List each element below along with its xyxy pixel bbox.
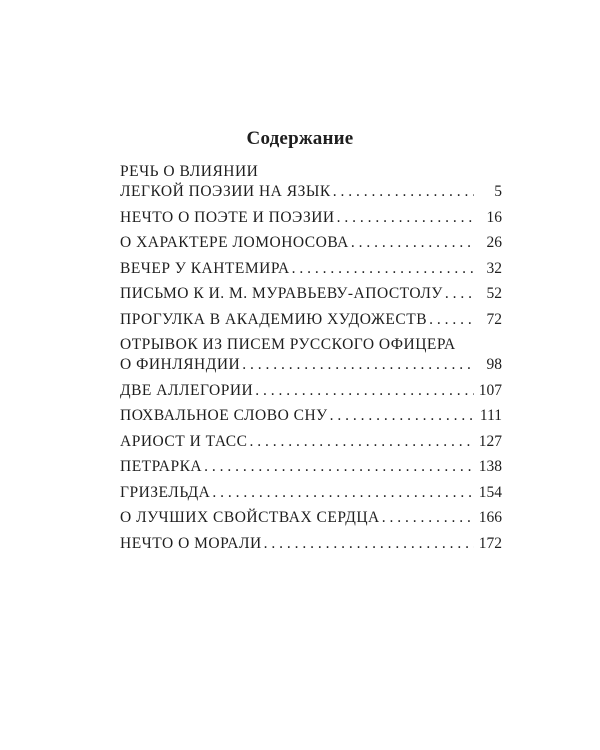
toc-entry-row xyxy=(120,208,502,228)
dot-leader xyxy=(382,508,474,528)
toc-entry-row xyxy=(120,182,502,202)
toc-entry-title-line: О ХАРАКТЕРЕ ЛОМОНОСОВА xyxy=(120,234,349,251)
toc-entry-row xyxy=(120,508,502,528)
toc-entry-title-line: О ФИНЛЯНДИИ xyxy=(120,356,241,373)
dot-leader xyxy=(445,284,474,304)
toc-entry-row xyxy=(120,355,502,375)
toc-entry-title-line: ПИСЬМО К И. М. МУРАВЬЕВУ-АПОСТОЛУ xyxy=(120,285,443,302)
dot-leader xyxy=(337,208,474,228)
toc-entry-row xyxy=(120,310,502,330)
toc-entry xyxy=(120,534,502,554)
toc-entry xyxy=(120,432,502,452)
dot-leader xyxy=(330,406,474,426)
dot-leader xyxy=(204,457,474,477)
toc-entry-title-line: ПОХВАЛЬНОЕ СЛОВО СНУ xyxy=(120,407,328,424)
toc-entry xyxy=(120,335,502,375)
toc-entry-row xyxy=(120,381,502,401)
toc-entry-row xyxy=(120,233,502,253)
toc-entry xyxy=(120,457,502,477)
toc-entry-title-line: НЕЧТО О МОРАЛИ xyxy=(120,534,262,552)
toc-page-number: 154 xyxy=(478,483,502,501)
toc-page-number: 111 xyxy=(479,407,502,424)
toc-entry-title-line: ОТРЫВОК ИЗ ПИСЕМ РУССКОГО ОФИЦЕРА xyxy=(120,336,456,353)
dot-leader xyxy=(351,233,474,253)
toc-entry xyxy=(120,508,502,528)
toc-entry-row xyxy=(120,259,502,279)
toc-page-number: 107 xyxy=(478,381,502,399)
dot-leader xyxy=(264,534,474,554)
toc-entry-title-line: ГРИЗЕЛЬДА xyxy=(120,483,211,501)
toc-entry xyxy=(120,406,502,426)
dot-leader xyxy=(242,355,474,375)
toc-page-number: 26 xyxy=(486,234,502,251)
toc-entry xyxy=(120,483,502,503)
toc-entry-title-line: ВЕЧЕР У КАНТЕМИРА xyxy=(120,259,290,277)
toc-entry xyxy=(120,381,502,401)
toc-entry-title-line: НЕЧТО О ПОЭТЕ И ПОЭЗИИ xyxy=(120,208,335,226)
dot-leader xyxy=(292,259,474,279)
toc-entry-row xyxy=(120,534,502,554)
toc-entry-title-line: ПЕТРАРКА xyxy=(120,458,203,475)
toc-entry xyxy=(120,233,502,253)
dot-leader xyxy=(333,182,474,202)
toc-entry-title-line: РЕЧЬ О ВЛИЯНИИ xyxy=(120,163,259,180)
toc-list xyxy=(120,162,502,559)
toc-page-number: 16 xyxy=(486,208,502,226)
toc-entry xyxy=(120,208,502,228)
toc-entry-row xyxy=(120,406,502,426)
toc-entry-row xyxy=(120,432,502,452)
toc-entry-title-line: ДВЕ АЛЛЕГОРИИ xyxy=(120,381,254,399)
dot-leader xyxy=(255,381,474,401)
toc-entry-row xyxy=(120,483,502,503)
toc-page-number: 98 xyxy=(486,356,502,373)
toc-entry-title-line: ПРОГУЛКА В АКАДЕМИЮ ХУДОЖЕСТВ xyxy=(120,310,428,328)
toc-entry-row xyxy=(120,457,502,477)
dot-leader xyxy=(429,310,474,330)
toc-page-number: 166 xyxy=(478,509,502,526)
toc-page-number: 5 xyxy=(494,183,502,200)
toc-entry xyxy=(120,162,502,202)
toc-page-number: 172 xyxy=(478,534,502,552)
toc-entry xyxy=(120,310,502,330)
toc-entry-title-line: ЛЕГКОЙ ПОЭЗИИ НА ЯЗЫК xyxy=(120,183,331,200)
toc-page-number: 72 xyxy=(486,310,502,328)
toc-entry-row xyxy=(120,284,502,304)
toc-page-number: 32 xyxy=(486,259,502,277)
toc-entry-title-line: АРИОСТ И ТАСС xyxy=(120,432,248,450)
toc-title: Содержание xyxy=(246,128,354,149)
toc-entry xyxy=(120,259,502,279)
toc-entry-title-line: О ЛУЧШИХ СВОЙСТВАХ СЕРДЦА xyxy=(120,509,380,526)
dot-leader xyxy=(212,483,474,503)
toc-page-number: 127 xyxy=(478,432,502,450)
toc-page-number: 138 xyxy=(478,458,502,475)
toc-entry xyxy=(120,284,502,304)
toc-page-number: 52 xyxy=(486,285,502,302)
dot-leader xyxy=(249,432,474,452)
